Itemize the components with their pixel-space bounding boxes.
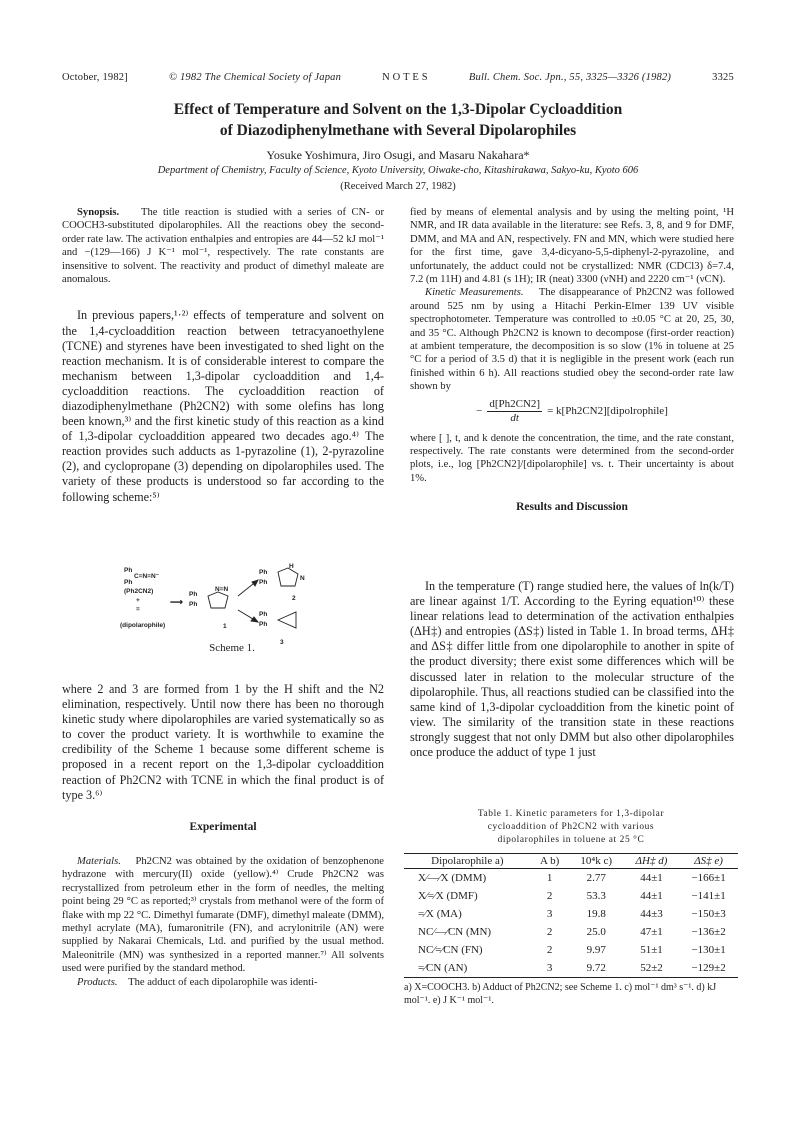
- after-equation-paragraph: where [ ], t, and k denote the concentration, the time, and the rate constant, respectively. The rate constants were determined from the second-order plots, i.e., log [Ph2CN2]/[dipolarophile] vs. t. Their uncertainty is about 1%.: [410, 432, 734, 484]
- structure-sketch: X⁄=⁄X: [418, 890, 444, 902]
- table-caption-line: dipolarophiles in toluene at 25 °C: [497, 835, 645, 845]
- dipolarophile-cell: [404, 923, 531, 941]
- pyrazoline-1-ring: [208, 592, 228, 608]
- column-header: Dipolarophile a): [404, 854, 531, 869]
- results-section: [410, 579, 734, 760]
- adduct-cell: 2: [546, 926, 553, 938]
- dipolarophile-abbrev: (MA): [436, 908, 462, 920]
- adduct-cell: 3: [531, 959, 569, 978]
- left-column: [62, 206, 384, 505]
- kinetic-paragraph: [410, 286, 734, 393]
- arrow-head-3: [251, 617, 258, 622]
- left-column-lower: [62, 682, 384, 844]
- materials-text: Ph2CN2 was obtained by the oxidation of benzophenone hydrazone with mercury(II) oxide (yellow).⁴⁾ Crude Ph2CN2 was recrystallized from petroleum ether in the form of needles, the melting point being 29 °C as reported;³⁾ crystals from methanol were of the form of flake with mp 22 °C. Dimethyl fumarate (DMF), dimethyl maleate (DMM), methyl acrylate (MA), fumaronitrile (FN), and acrylonitrile (AN) were supplied by Nakarai Chemicals, Ltd. and purified by the usual method. Maleonitrile (MN) was synthesized in a reported manner.⁷⁾ All solvents used were purified by the standard method.: [62, 856, 384, 975]
- arrow-glyph: ⟶: [170, 597, 183, 607]
- column-header: 10⁴k c): [569, 854, 624, 869]
- equation-fraction: [487, 398, 542, 426]
- rate-constant-cell: 2.77: [586, 872, 606, 884]
- authors: Yosuke Yoshimura, Jiro Osugi, and Masaru Nakahara*: [266, 148, 530, 162]
- results-heading: Results and Discussion: [516, 501, 628, 514]
- header-journal: Bull. Chem. Soc. Jpn., 55, 3325—3326 (1982): [468, 72, 672, 83]
- header-date: October, 1982]: [62, 72, 128, 83]
- ring-h-text: H: [289, 563, 294, 570]
- right-column: [410, 206, 734, 525]
- rate-constant-cell: 53.3: [586, 890, 606, 902]
- product-label-1: 1: [223, 623, 227, 630]
- dipolarophile-cell: [404, 869, 531, 888]
- synopsis-text: The title reaction is studied with a series of CN- or COOCH3-substituted dipolarophiles. All the reactions obey the second-order rate law. The activation enthalpies and entropies are 44—52 kJ mol⁻¹ and −(129—166) J K⁻¹ mol⁻¹, respectively. The rate constants are insensitive to solvent. The reactivity and product of dimethyl maleate are anomalous.: [62, 207, 384, 286]
- enthalpy-cell: 44±1: [640, 872, 663, 884]
- table-row: [404, 887, 738, 905]
- table-row: [404, 959, 738, 978]
- table-header-row: [404, 854, 738, 869]
- dipolarophile-abbrev: (DMF): [446, 890, 478, 902]
- equation-denominator: dt: [510, 412, 519, 425]
- materials-label: Materials.: [77, 856, 121, 867]
- entropy-cell: −136±2: [691, 926, 726, 938]
- structure-sketch: =⁄X: [418, 908, 434, 920]
- structure-sketch: NC⁄=⁄CN: [418, 944, 459, 956]
- arrow-head-2: [252, 580, 258, 586]
- column-header: ΔS‡ e): [679, 854, 738, 869]
- adduct-cell: 1: [546, 872, 553, 884]
- after-scheme-paragraph: where 2 and 3 are formed from 1 by the H shift and the N2 elimination, respectively. Until now there has been no thorough kinetic study where dipolarophiles are varied systematically so as to cover the product variety. It is worthwhile to examine the credibility of the Scheme 1 because some different scheme is proposed in a recent report on the 1,3-dipolar cycloaddition reaction of Ph2CN2 with TCNE in which the final product is of type 3.⁶⁾: [62, 682, 384, 802]
- ph-text: Ph: [124, 567, 133, 574]
- entropy-cell: −141±1: [691, 890, 726, 902]
- enthalpy-cell: 47±1: [640, 926, 663, 938]
- structure-sketch: =⁄CN: [418, 962, 442, 974]
- diazo-text: C=N=N⁻: [134, 573, 160, 580]
- alkene-sign: =: [136, 606, 140, 613]
- running-header: [62, 72, 734, 83]
- kinetic-label: Kinetic Measurements.: [425, 287, 524, 299]
- pyrazoline-2-ring: [278, 568, 298, 586]
- dipolarophile-cell: [404, 887, 531, 905]
- products-paragraph: [62, 976, 384, 989]
- adduct-cell: 3: [546, 908, 553, 920]
- ph-text: Ph: [259, 611, 268, 618]
- cyclopropane-ring: [278, 612, 296, 628]
- title-line-1: Effect of Temperature and Solvent on the 1,3-Dipolar Cycloaddition: [173, 101, 623, 118]
- rate-constant-cell: 19.8: [586, 908, 606, 920]
- table-caption-line: cycloaddition of Ph2CN2 with various: [487, 822, 655, 832]
- title-line-2: of Diazodiphenylmethane with Several Dipolarophiles: [219, 122, 577, 139]
- enthalpy-cell: 44±3: [640, 908, 663, 920]
- equation-numerator: d[Ph2CN2]: [487, 398, 542, 412]
- rate-constant-cell: 9.97: [586, 944, 606, 956]
- header-copyright: © 1982 The Chemical Society of Japan: [168, 72, 342, 83]
- enthalpy-cell: 51±1: [640, 944, 663, 956]
- ph-text: Ph: [124, 579, 133, 586]
- structure-sketch: X⁄—⁄X: [418, 872, 449, 884]
- adduct-cell: 2: [546, 944, 553, 956]
- entropy-cell: −130±1: [691, 944, 726, 956]
- entropy-cell: −150±3: [691, 908, 726, 920]
- entropy-cell: −166±1: [691, 872, 726, 884]
- table-row: [404, 869, 738, 888]
- synopsis-label: Synopsis.: [77, 207, 120, 218]
- rate-law-equation: [410, 398, 734, 426]
- received-date: (Received March 27, 1982): [340, 181, 456, 192]
- experimental-section: [62, 855, 384, 989]
- ph-text: Ph: [259, 621, 268, 628]
- products-text: The adduct of each dipolarophile was identi-: [128, 976, 318, 988]
- kinetic-text: The disappearance of Ph2CN2 was followed around 525 nm by using a Hitachi Perkin-Elmer 139 UV visible spectrophotometer. Temperature was controlled to ±0.05 °C at 20, 25, 30, and 35 °C. Although Ph2CN2 is known to decompose (first-order reaction) at ambient temperature, the decomposition is so slow (1% in toluene at 25 °C for a period of 3.5 d) that it is negligible in the present work (each run finished within 6 h). All reactions studied obey the second-order rate law shown by: [410, 287, 734, 393]
- ring-n-text: N: [300, 575, 305, 582]
- affiliation: Department of Chemistry, Faculty of Science, Kyoto University, Oiwake-cho, Kitashirakawa, Sakyo-ku, Kyoto 606: [157, 165, 639, 176]
- equation-minus: −: [476, 404, 483, 417]
- column-header: ΔH‡ d): [624, 854, 679, 869]
- rate-constant-cell: 25.0: [586, 926, 606, 938]
- dipolarophile-abbrev: (MN): [466, 926, 492, 938]
- scheme-caption: Scheme 1.: [209, 642, 255, 654]
- products-continued: fied by means of elemental analysis and by using the melting point, ¹H NMR, and IR data available in the literature: see Refs. 3, 8, and 9 for DMF, DMM, and MA and AN, respectively. FN and MN, which were studied here for the first time, gave 3,4-dicyano-5,5-diphenyl-2-pyrazoline, and unfortunately, the adduct could not be crystallized: NMR (CDCl3) δ=7.4, 7.2 (m 11H) and 4.81 (s 1H); IR (neat) 3300 (νNH) and 2220 cm⁻¹ (νCN).: [410, 207, 734, 286]
- dipolarophile-text: (dipolarophile): [120, 622, 166, 629]
- rate-constant-cell: 9.72: [569, 959, 624, 978]
- table-caption: [404, 808, 738, 847]
- enthalpy-cell: 52±2: [624, 959, 679, 978]
- ph-text: Ph: [189, 601, 198, 608]
- dipolarophile-abbrev: (DMM): [451, 872, 487, 884]
- column-header: A b): [531, 854, 569, 869]
- adduct-cell: 2: [546, 890, 553, 902]
- ph-text: Ph: [259, 579, 268, 586]
- results-paragraph: In the temperature (T) range studied here, the values of ln(k/T) are linear against 1/T. According to the Eyring equation¹⁰⁾ these linear relations lead to determination of the activation enthalpies (ΔH‡) and entropies (ΔS‡) listed in Table 1. In broad terms, ΔH‡ and ΔS‡ differ little from one dipolarophile to another in spite of the product diversity; there exist some differences which will be discussed later in relation to the molecular structure of the dipolarophile. Thus, all reactions studied can be classified into the same kind of 1,3-dipolar cycloaddition from the kinetic point of view. The similarity of the transition state in these reactions strongly suggest that not only DMM but also other dipolarophiles once produce the adduct of type 1 just: [410, 579, 734, 760]
- dipolarophile-cell: [404, 959, 531, 978]
- table-row: [404, 905, 738, 923]
- dipolarophile-abbrev: (AN): [444, 962, 468, 974]
- materials-paragraph: [62, 855, 384, 976]
- table-footnote: a) X=COOCH3. b) Adduct of Ph2CN2; see Scheme 1. c) mol⁻¹ dm³ s⁻¹. d) kJ mol⁻¹. e) J K⁻¹ mol⁻¹.: [404, 982, 717, 1006]
- header-section: N O T E S: [382, 72, 428, 83]
- ph-text: Ph: [189, 591, 198, 598]
- intro-paragraph: In previous papers,¹·²⁾ effects of temperature and solvent on the 1,4-cycloaddition reaction between tetracyanoethylene (TCNE) and styrenes have been investigated to shed light on the reaction mechanism. It is of considerable interest to compare the mechanism between 1,3-dipolar cycloaddition and 1,4-cycloaddition reactions. The cycloaddition reaction of diazodiphenylmethane (Ph2CN2) with some olefins has long been known,³⁾ and the first kinetic study of this reaction as a kind of 1,3-dipolar cycloaddition appeared two decades ago.⁴⁾ The reaction provides such adducts as 1-pyrazoline (1), 2-pyrazoline (2), and cyclopropane (3) depending on dipolarophiles used. The variety of these products is understood so far according to the following scheme:⁵⁾: [62, 308, 384, 504]
- entropy-cell: −129±2: [679, 959, 738, 978]
- plus-sign: +: [136, 597, 140, 604]
- paper-title: [62, 99, 734, 141]
- products-label: Products.: [77, 976, 118, 988]
- ring-n-text: N=N: [215, 586, 229, 593]
- product-label-2: 2: [292, 595, 296, 602]
- equation-rhs: = k[Ph2CN2][dipolrophile]: [547, 404, 668, 417]
- ph-text: Ph: [259, 569, 268, 576]
- table-1: [404, 808, 738, 1007]
- product-label-3: 3: [280, 639, 284, 646]
- dipolarophile-cell: [404, 905, 531, 923]
- reagent-text: (Ph2CN2): [124, 588, 154, 595]
- table-row: [404, 923, 738, 941]
- dipolarophile-abbrev: (FN): [461, 944, 483, 956]
- dipolarophile-cell: [404, 941, 531, 959]
- header-page: 3325: [712, 72, 734, 83]
- kinetic-parameters-table: [404, 853, 738, 978]
- structure-sketch: NC⁄—⁄CN: [418, 926, 464, 938]
- experimental-heading: Experimental: [189, 820, 257, 833]
- table-row: [404, 941, 738, 959]
- table-caption-line: Table 1. Kinetic parameters for 1,3-dipolar: [477, 809, 665, 819]
- synopsis: [62, 206, 384, 286]
- enthalpy-cell: 44±1: [640, 890, 663, 902]
